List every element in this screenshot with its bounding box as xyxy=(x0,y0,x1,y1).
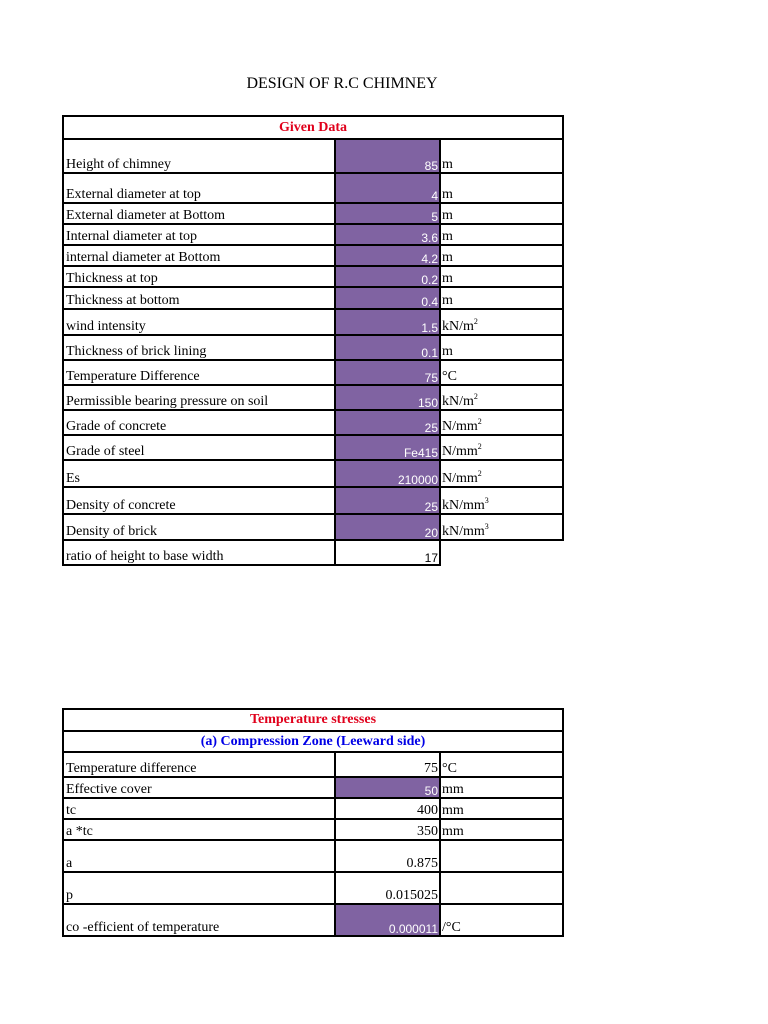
table-row xyxy=(63,173,563,203)
unit-cell: mm xyxy=(440,777,563,798)
table-row xyxy=(63,514,563,540)
row-label: Height of chimney xyxy=(63,139,335,173)
row-label: Internal diameter at top xyxy=(63,224,335,245)
table-row xyxy=(63,840,563,872)
unit-cell: m xyxy=(440,139,563,173)
unit-cell: /°C xyxy=(440,904,563,936)
input-cell[interactable]: 150 xyxy=(335,385,440,410)
row-label: Es xyxy=(63,460,335,487)
given-data-header: Given Data xyxy=(63,116,563,139)
temperature-stresses-table xyxy=(62,708,564,937)
row-label: External diameter at top xyxy=(63,173,335,203)
value-cell: 0.015025 xyxy=(335,872,440,904)
row-label: Density of brick xyxy=(63,514,335,540)
table-row xyxy=(63,309,563,335)
unit-cell: m xyxy=(440,287,563,309)
unit-cell: m xyxy=(440,224,563,245)
unit-cell: m xyxy=(440,245,563,266)
row-label: Effective cover xyxy=(63,777,335,798)
input-cell[interactable]: 4.2 xyxy=(335,245,440,266)
row-label: a xyxy=(63,840,335,872)
input-cell[interactable]: 85 xyxy=(335,139,440,173)
unit-cell: m xyxy=(440,266,563,287)
given-data-table xyxy=(62,115,564,566)
unit-cell: °C xyxy=(440,360,563,385)
table-row xyxy=(63,904,563,936)
table-row xyxy=(63,266,563,287)
compression-zone-subheader: (a) Compression Zone (Leeward side) xyxy=(63,731,563,752)
table-row xyxy=(63,460,563,487)
input-cell[interactable]: 0.4 xyxy=(335,287,440,309)
row-label: ratio of height to base width xyxy=(63,540,335,565)
input-cell[interactable]: 210000 xyxy=(335,460,440,487)
document-title: DESIGN OF R.C CHIMNEY xyxy=(246,75,438,92)
input-cell[interactable]: 0.1 xyxy=(335,335,440,360)
unit-cell: $kN/mm^3$ xyxy=(440,514,563,540)
table-row xyxy=(63,540,563,565)
input-cell[interactable]: 4 xyxy=(335,173,440,203)
input-cell[interactable]: Fe415 xyxy=(335,435,440,460)
unit-cell xyxy=(440,840,563,872)
row-label: wind intensity xyxy=(63,309,335,335)
unit-cell: °C xyxy=(440,752,563,777)
row-label: internal diameter at Bottom xyxy=(63,245,335,266)
table-row xyxy=(63,360,563,385)
unit-cell: m xyxy=(440,335,563,360)
row-label: Thickness at bottom xyxy=(63,287,335,309)
row-label: Grade of concrete xyxy=(63,410,335,435)
unit-cell: $kN/m^2$ xyxy=(440,385,563,410)
row-label: p xyxy=(63,872,335,904)
row-label: Temperature difference xyxy=(63,752,335,777)
unit-cell xyxy=(440,872,563,904)
table-row xyxy=(63,287,563,309)
unit-cell xyxy=(440,540,563,565)
unit-cell: $N/mm^2$ xyxy=(440,435,563,460)
row-label: External diameter at Bottom xyxy=(63,203,335,224)
row-label: Thickness at top xyxy=(63,266,335,287)
input-cell[interactable]: 1.5 xyxy=(335,309,440,335)
unit-cell: mm xyxy=(440,819,563,840)
unit-cell: m xyxy=(440,203,563,224)
row-label: co -efficient of temperature xyxy=(63,904,335,936)
unit-cell: $kN/m^2$ xyxy=(440,309,563,335)
table-row xyxy=(63,385,563,410)
table-row xyxy=(63,798,563,819)
table-row xyxy=(63,752,563,777)
unit-cell: $kN/mm^3$ xyxy=(440,487,563,514)
table-row xyxy=(63,819,563,840)
table-row xyxy=(63,487,563,514)
table-row xyxy=(63,139,563,173)
row-label: Density of concrete xyxy=(63,487,335,514)
input-cell[interactable]: 5 xyxy=(335,203,440,224)
row-label: Thickness of brick lining xyxy=(63,335,335,360)
table-row xyxy=(63,335,563,360)
table-row xyxy=(63,872,563,904)
value-cell: 0.875 xyxy=(335,840,440,872)
value-cell: 75 xyxy=(335,752,440,777)
row-label: Grade of steel xyxy=(63,435,335,460)
table-row xyxy=(63,245,563,266)
input-cell[interactable]: 0.2 xyxy=(335,266,440,287)
input-cell[interactable]: 20 xyxy=(335,514,440,540)
unit-cell: $N/mm^2$ xyxy=(440,460,563,487)
input-cell[interactable]: 0.000011 xyxy=(335,904,440,936)
value-cell: 400 xyxy=(335,798,440,819)
temperature-stresses-header: Temperature stresses xyxy=(63,709,563,731)
row-label: a *tc xyxy=(63,819,335,840)
row-label: tc xyxy=(63,798,335,819)
input-cell[interactable]: 50 xyxy=(335,777,440,798)
table-row xyxy=(63,203,563,224)
input-cell[interactable]: 25 xyxy=(335,487,440,514)
input-cell[interactable]: 25 xyxy=(335,410,440,435)
table-row xyxy=(63,224,563,245)
table-row xyxy=(63,777,563,798)
table-row xyxy=(63,410,563,435)
input-cell[interactable]: 75 xyxy=(335,360,440,385)
unit-cell: $N/mm^2$ xyxy=(440,410,563,435)
unit-cell: mm xyxy=(440,798,563,819)
value-cell: 350 xyxy=(335,819,440,840)
input-cell[interactable]: 3.6 xyxy=(335,224,440,245)
row-label: Permissible bearing pressure on soil xyxy=(63,385,335,410)
row-label: Temperature Difference xyxy=(63,360,335,385)
table-row xyxy=(63,435,563,460)
unit-cell: m xyxy=(440,173,563,203)
value-cell: 17 xyxy=(335,540,440,565)
